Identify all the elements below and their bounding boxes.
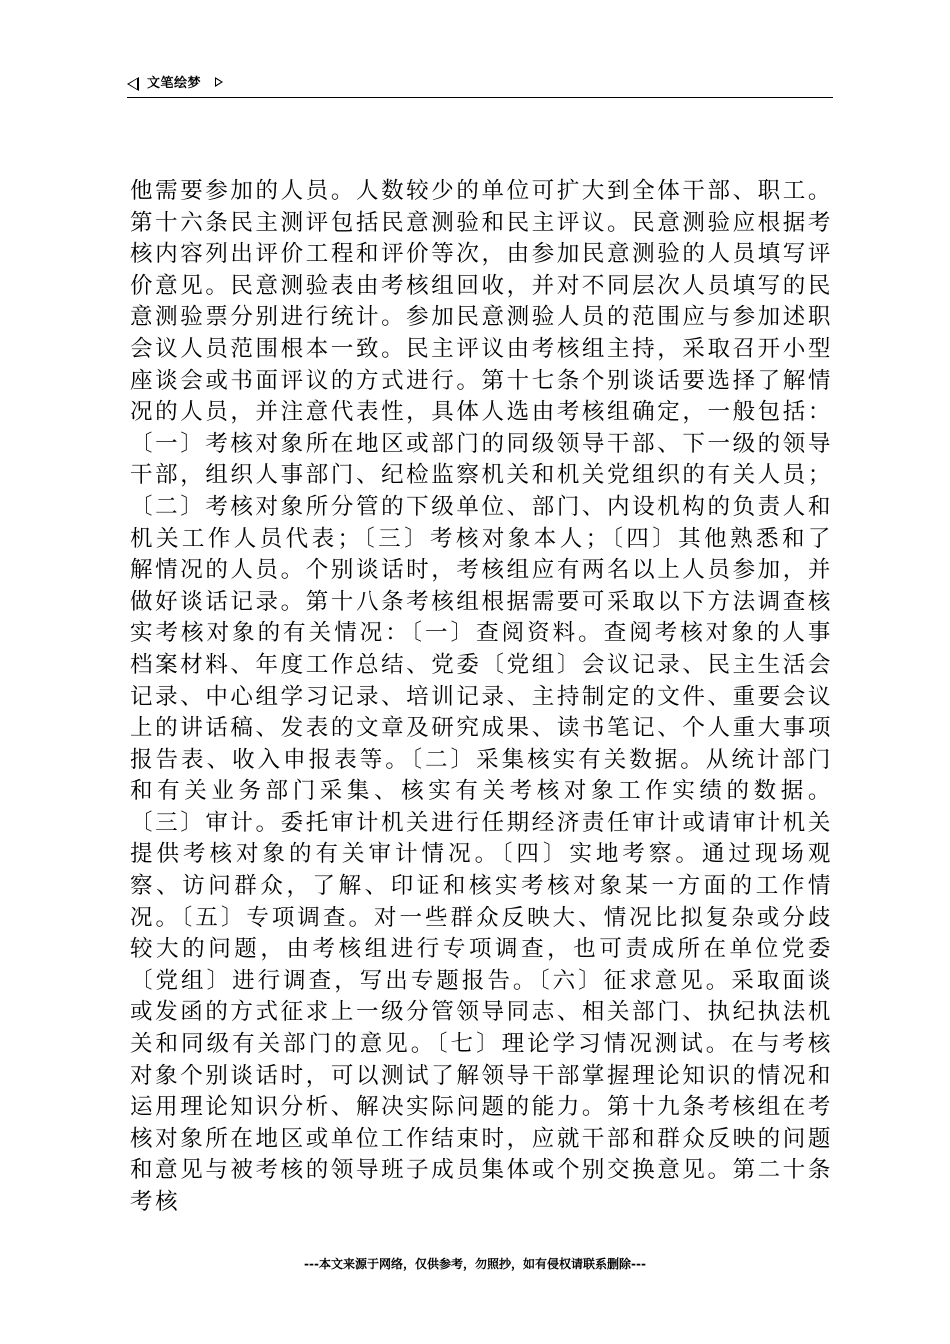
triangle-left-icon (127, 77, 139, 91)
triangle-right-icon (215, 77, 223, 87)
document-body-text: 他需要参加的人员。人数较少的单位可扩大到全体干部、职工。第十六条民主测评包括民意测验和民主评议。民意测验应根据考核内容列出评价工程和评价等次，由参加民意测验的人员填写评价意见。民意测验表由考核组回收，并对不同层次人员填写的民意测验票分别进行统计。参加民意测验人员的范围应与参加述职会议人员范围根本一致。民主评议由考核组主持，采取召开小型座谈会或书面评议的方式进行。第十七条个别谈话要选择了解情况的人员，并注意代表性，具体人选由考核组确定，一般包括：〔一〕考核对象所在地区或部门的同级领导干部、下一级的领导干部，组织人事部门、纪检监察机关和机关党组织的有关人员；〔二〕考核对象所分管的下级单位、部门、内设机构的负责人和机关工作人员代表；〔三〕考核对象本人；〔四〕其他熟悉和了解情况的人员。个别谈话时，考核组应有两名以上人员参加，并做好谈话记录。第十八条考核组根据需要可采取以下方法调查核实考核对象的有关情况：〔一〕查阅资料。查阅考核对象的人事档案材料、年度工作总结、党委〔党组〕会议记录、民主生活会记录、中心组学习记录、培训记录、主持制定的文件、重要会议上的讲话稿、发表的文章及研究成果、读书笔记、个人重大事项报告表、收入申报表等。〔二〕采集核实有关数据。从统计部门和有关业务部门采集、核实有关考核对象工作实绩的数据。〔三〕审计。委托审计机关进行任期经济责任审计或请审计机关提供考核对象的有关审计情况。〔四〕实地考察。通过现场观察、访问群众，了解、印证和核实考核对象某一方面的工作情况。〔五〕专项调查。对一些群众反映大、情况比拟复杂或分歧较大的问题，由考核组进行专项调查，也可责成所在单位党委〔党组〕进行调查，写出专题报告。〔六〕征求意见。采取面谈或发函的方式征求上一级分管领导同志、相关部门、执纪执法机关和同级有关部门的意见。〔七〕理论学习情况测试。在与考核对象个别谈话时，可以测试了解领导干部掌握理论知识的情况和运用理论知识分析、解决实际问题的能力。第十九条考核组在考核对象所在地区或单位工作结束时，应就干部和群众反映的问题和意见与被考核的领导班子成员集体或个别交换意见。第二十条考核 (130, 178, 833, 1215)
footer-disclaimer: ---本文来源于网络，仅供参考，勿照抄，如有侵权请联系删除--- (304, 1257, 646, 1271)
brand-name: 文笔绘梦 (147, 76, 202, 91)
header-divider (127, 97, 833, 98)
